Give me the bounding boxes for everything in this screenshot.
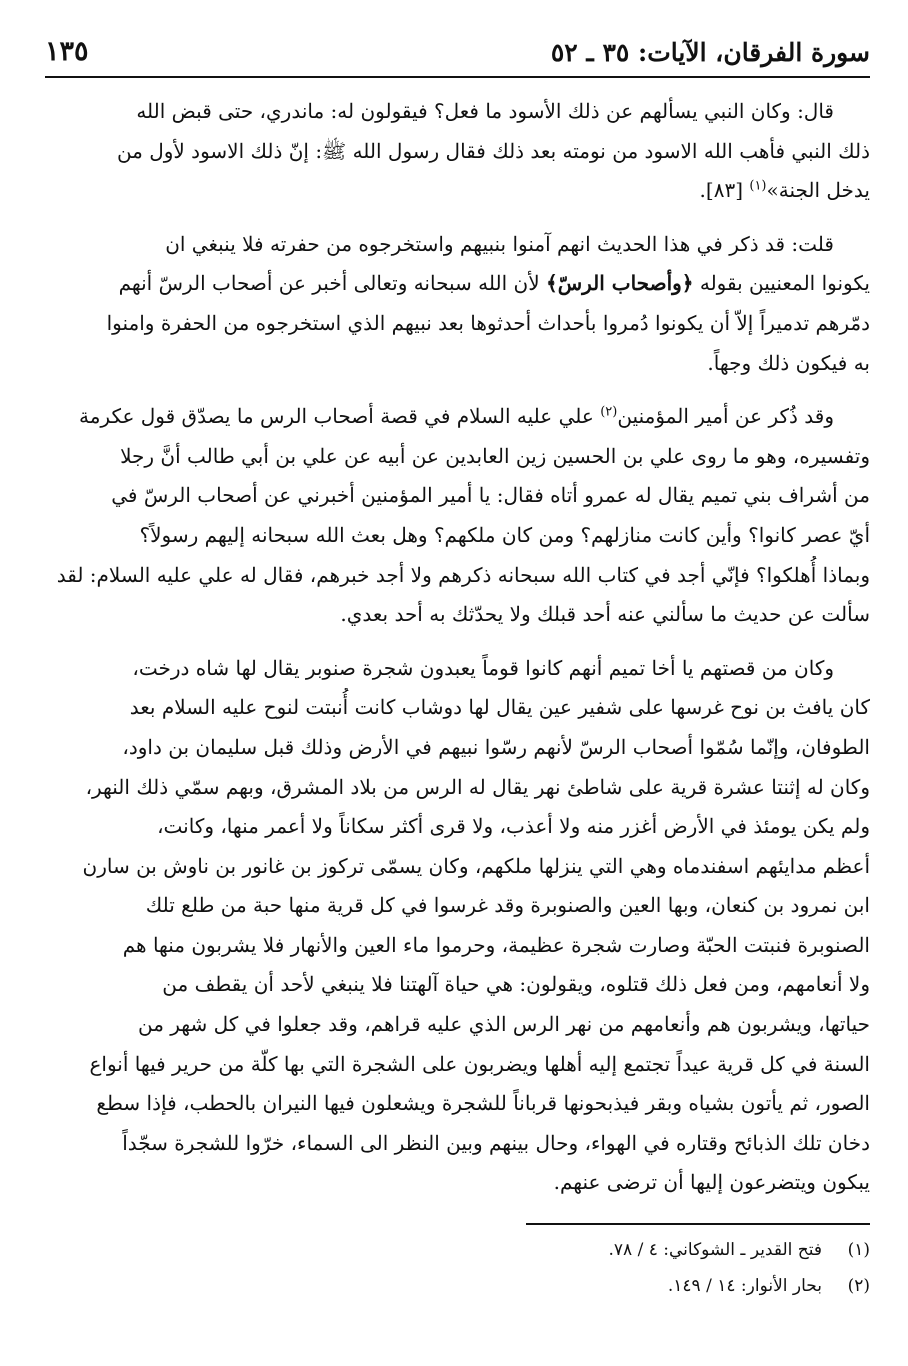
paragraph-2	[42, 225, 870, 383]
text-segment: يدخل الجنة»	[766, 178, 870, 203]
text-line: وكان من قصتهم يا أخا تميم أنهم كانوا قوماً يعبدون شجرة صنوبر يقال لها شاه درخت،	[132, 655, 834, 680]
reference-number: [٨٣]	[705, 178, 743, 203]
text-line: أيّ عصر كانوا؟ وأين كانت منازلهم؟ ومن كان ملكهم؟ وهل بعث الله سبحانه إليهم رسولاً؟	[139, 522, 870, 547]
text-line	[42, 171, 870, 211]
text-line: وبماذا أُهلكوا؟ فإنّي أجد في كتاب الله سبحانه ذكرهم ولا أجد خبرهم، فقال له علي عليه السلام: لقد	[56, 562, 870, 587]
text-line: دمّرهم تدميراً إلاّ أن يكونوا دُمروا بأحداث أحدثوها بعد نبيهم الذي استخرجوه من الحفرة وامنوا	[106, 310, 870, 335]
text-line: سألت عن حديث ما سألني عنه أحد قبلك ولا يحدّثك به أحد بعدي.	[340, 602, 870, 627]
text-line: يبكون ويتضرعون إليها أن ترضى عنهم.	[553, 1170, 870, 1195]
text-line: قلت: قد ذكر في هذا الحديث انهم آمنوا بنبيهم واستخرجوه من حفرته فلا ينبغي ان	[165, 231, 834, 256]
text-line: كان يافث بن نوح غرسها على شفير عين يقال لها دوشاب كانت أُنبتت لنوح عليه السلام بعد	[129, 695, 870, 720]
quran-quote: ﴿وأصحاب الرسّ﴾	[545, 271, 694, 296]
footnote-item	[42, 1232, 870, 1268]
main-text	[42, 92, 870, 1203]
footnotes	[42, 1232, 870, 1304]
text-line: ذلك النبي فأهب الله الاسود من نومته بعد ذلك فقال رسول الله ﷺ: إنّ ذلك الاسود لأول من	[116, 138, 870, 163]
page-number: ١٣٥	[45, 36, 89, 67]
text-line: الطوفان، وإنّما سُمّوا أصحاب الرسّ لأنهم رسّوا نبيهم في الأرض وذلك قبل سليمان بن داود،	[122, 734, 870, 759]
text-line: ولم يكن يومئذ في الأرض أغزر منه ولا أعذب، ولا قرى أكثر سكاناً ولا أعمر منها، وكانت،	[157, 814, 870, 839]
page-header	[45, 28, 870, 78]
footnote-item	[42, 1268, 870, 1304]
text-line: الصور، ثم يأتون بشياه وبقر فيذبحونها قرباناً للشجرة ويشعلون فيها النيران بالحطب، فإذا سطع	[96, 1091, 870, 1116]
footnote-divider	[526, 1223, 870, 1225]
text-line: قال: وكان النبي يسألهم عن ذلك الأسود ما فعل؟ فيقولون له: ماندري، حتى قبض الله	[136, 99, 834, 123]
text-line: وتفسيره، وهو ما روى علي بن الحسين زين العابدين عن أبيه عن علي بن أبي طالب أنَّ رجلا	[120, 443, 870, 468]
paragraph-1	[42, 92, 870, 211]
running-title: سورة الفرقان، الآيات: ٣٥ ـ ٥٢	[550, 38, 870, 67]
text-line: وكان له إثنتا عشرة قرية على شاطئ نهر يقال له الرس من بلاد المشرق، وبهم سمّي ذلك النهر،	[85, 774, 870, 799]
footnote-text: بحار الأنوار: ١٤ / ١٤٩.	[667, 1276, 822, 1296]
footnote-marker: (٢)	[600, 404, 618, 420]
text-line: حياتها، ويشربون هم وأنعامهم من نهر الرس الذي عليه قراهم، وقد جعلوا في كل شهر من	[137, 1012, 870, 1037]
text-line: الصنوبرة فنبتت الحبّة وصارت شجرة عظيمة، وحرموا ماء العين والأنهار فلا يشربون منها هم	[122, 932, 870, 957]
text-line: دخان تلك الذبائح وقتاره في الهواء، وحال بينهم وبين النظر الى السماء، خرّوا للشجرة سجّداً	[122, 1130, 870, 1155]
paragraph-3	[42, 397, 870, 635]
text-segment: .	[699, 178, 706, 203]
text-line: يكونوا المعنيين بقوله ﴿وأصحاب الرسّ﴾ لأن الله سبحانه وتعالى أخبر عن أصحاب الرسّ أنهم	[118, 271, 870, 296]
footnote-number: (٢)	[847, 1276, 870, 1296]
text-segment: علي عليه السلام في قصة أصحاب الرس ما يصدّق قول عكرمة	[78, 404, 601, 429]
paragraph-4	[42, 649, 870, 1203]
footnote-marker: (١)	[749, 178, 767, 194]
text-line: من أشراف بني تميم يقال له عمرو أتاه فقال: يا أمير المؤمنين أخبرني عن أصحاب الرسّ في	[111, 483, 870, 508]
footnote-text: فتح القدير ـ الشوكاني: ٤ / ٧٨.	[608, 1240, 822, 1260]
text-line: السنة في كل قرية عيداً تجتمع إليه أهلها ويضربون على الشجرة التي بها كلّة من حرير فيها أنواع	[89, 1051, 870, 1076]
text-line: ابن نمرود بن كنعان، وبها العين والصنوبرة وقد غرسوا في كل قرية منها حبة من طلع تلك	[145, 893, 870, 918]
text-line: أعظم مدايئهم اسفندماه وهي التي ينزلها ملكهم، وكان يسمّى تركوز بن غانور بن ناوش بن سارن	[82, 853, 870, 878]
text-line	[42, 397, 870, 437]
text-line: ولا أنعامهم، ومن فعل ذلك قتلوه، ويقولون: هي حياة آلهتنا فلا ينبغي لأحد أن يقطف من	[162, 972, 870, 997]
text-line: به فيكون ذلك وجهاً.	[707, 350, 870, 375]
footnote-number: (١)	[847, 1240, 870, 1260]
text-segment: وقد ذُكر عن أمير المؤمنين	[617, 404, 834, 429]
